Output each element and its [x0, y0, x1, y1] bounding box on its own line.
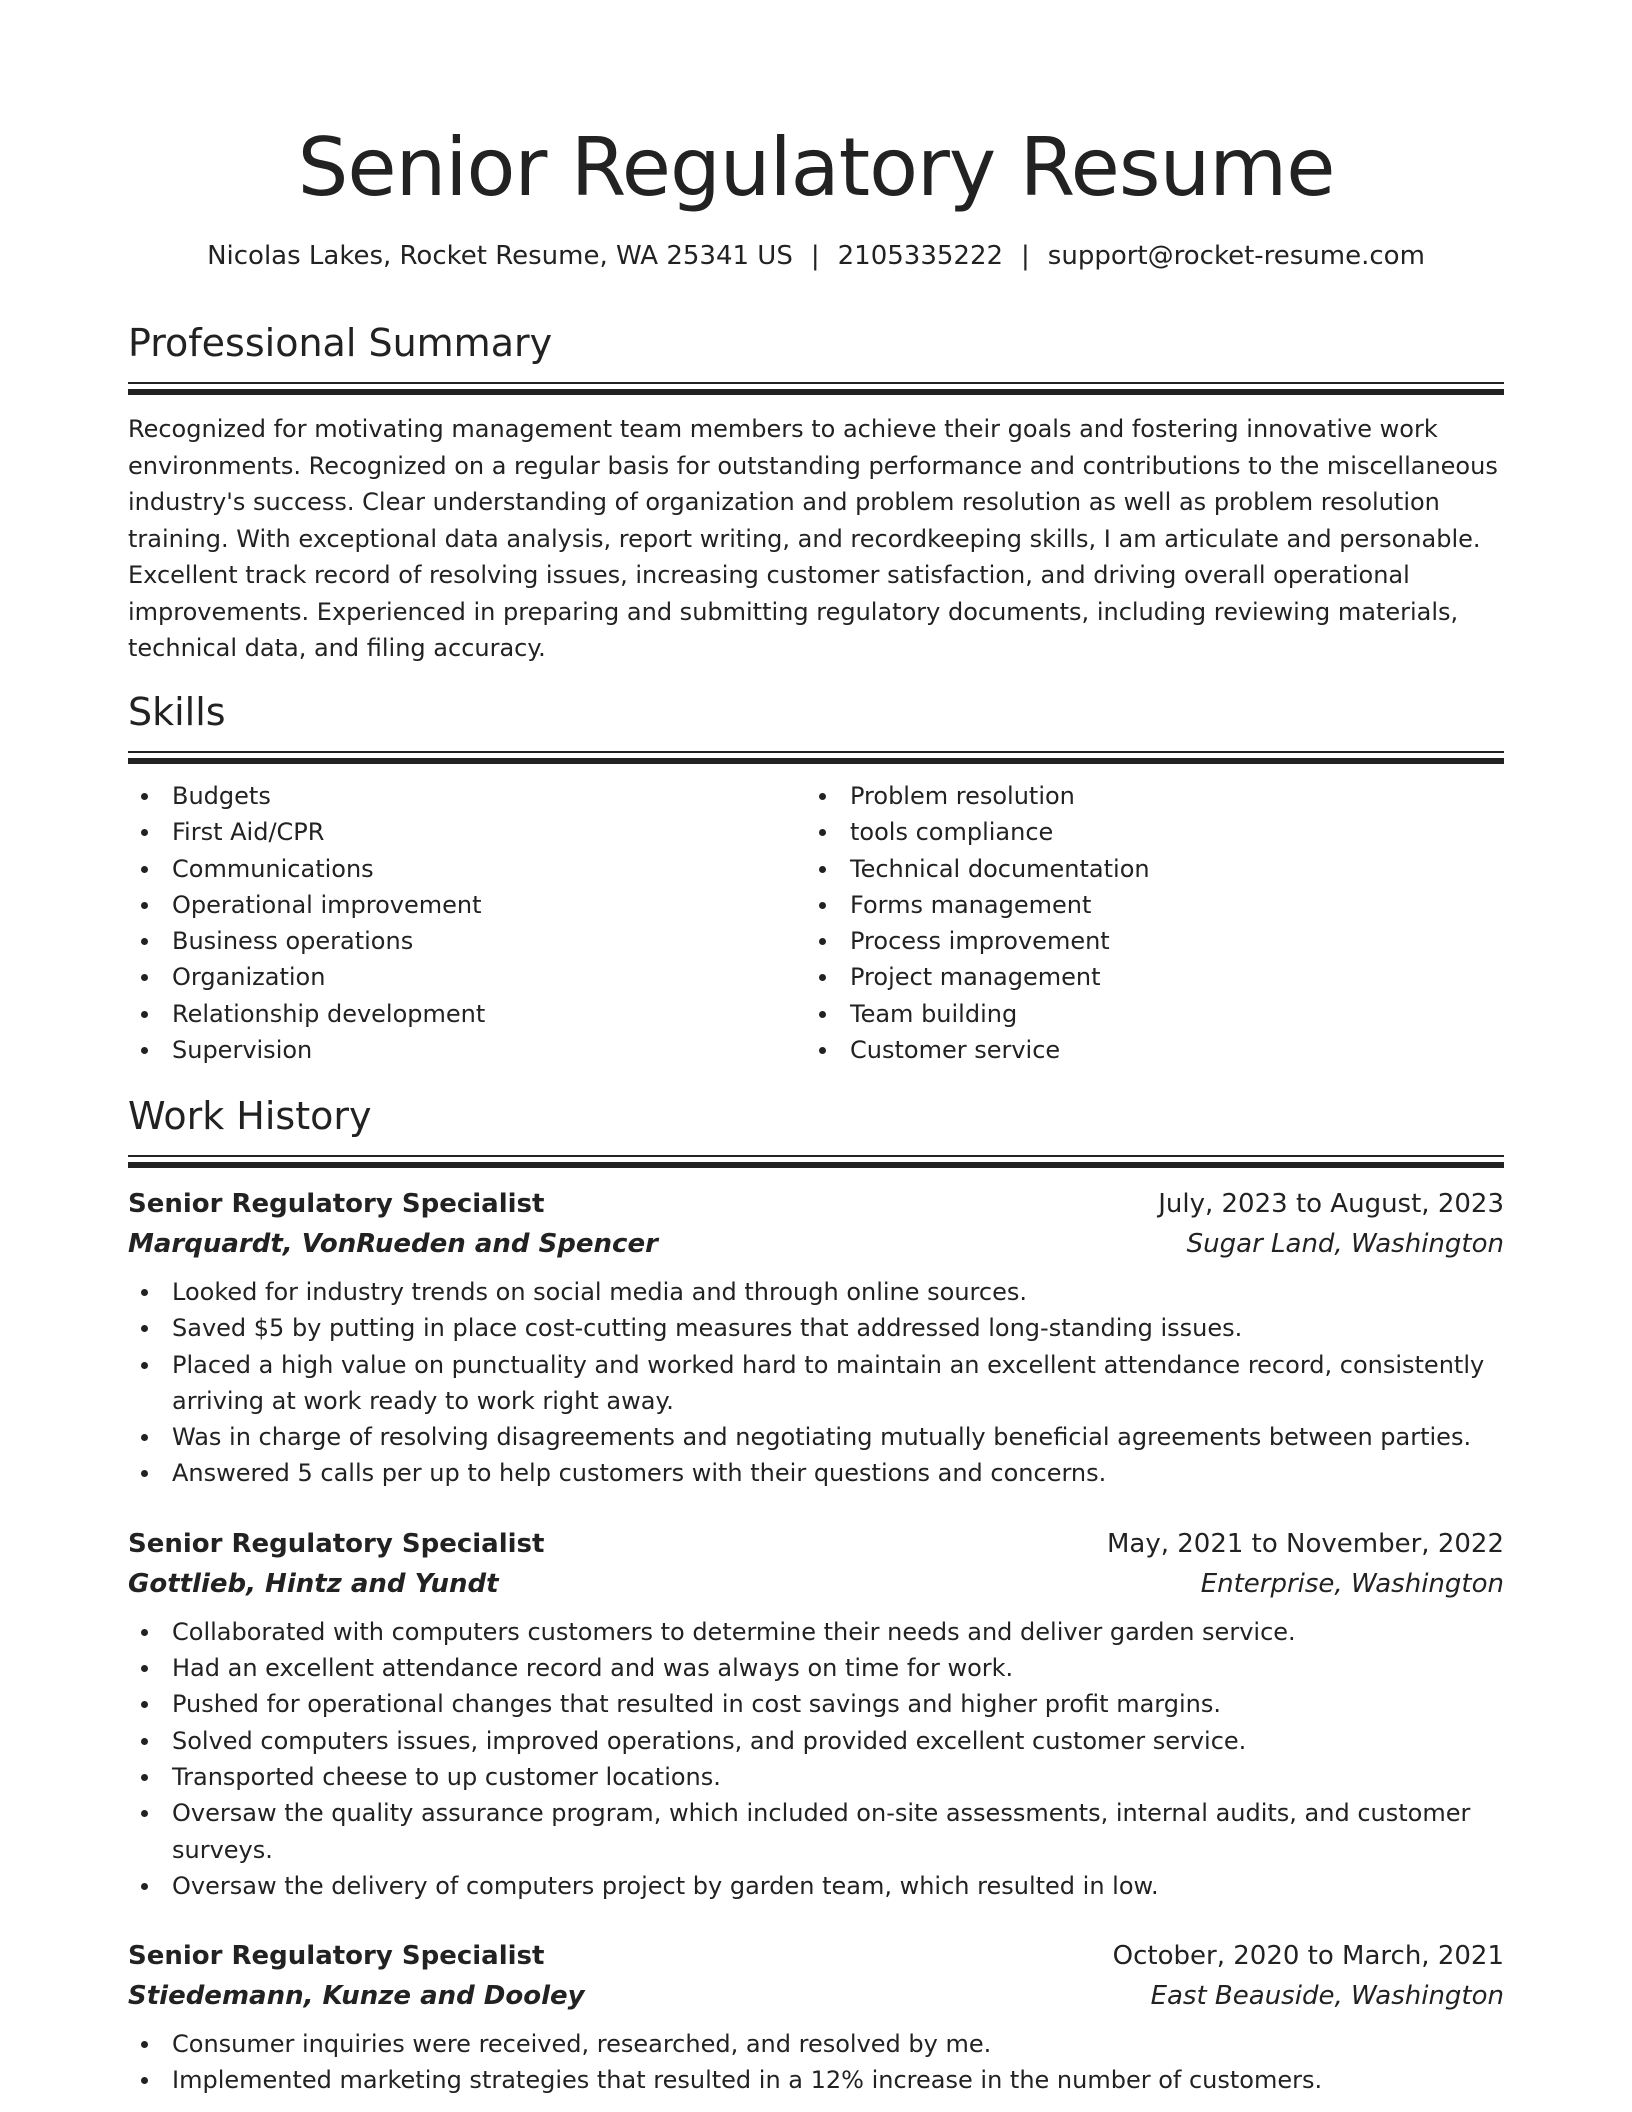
bullet-dot-icon [141, 829, 148, 836]
bullet-dot-icon [141, 1325, 148, 1332]
bullet-dot-icon [141, 1289, 148, 1296]
job-bullet [128, 1419, 1504, 1455]
list-item-text: Pushed for operational changes that resulted in cost savings and higher profit margins. [172, 1690, 1221, 1719]
skill-item [806, 1032, 1484, 1068]
list-item-text: Supervision [172, 1036, 313, 1065]
list-item-text: Oversaw the quality assurance program, which included on-site assessments, internal audits, and customer surveys. [172, 1799, 1471, 1864]
contact-address: Nicolas Lakes, Rocket Resume, WA 25341 US [207, 241, 793, 271]
contact-separator: | [1021, 241, 1030, 271]
skill-item [806, 814, 1484, 850]
skill-item [128, 996, 806, 1032]
list-item-text: Project management [850, 963, 1101, 992]
skill-item [128, 814, 806, 850]
resume-title: Senior Regulatory Resume [297, 121, 1335, 214]
skill-item [128, 959, 806, 995]
list-item-text: Solved computers issues, improved operations, and provided excellent customer service. [172, 1726, 1247, 1755]
job-bullet [128, 1347, 1504, 1420]
skills-section [128, 687, 1504, 1068]
job-bullet [128, 1455, 1504, 1491]
bullet-dot-icon [141, 1011, 148, 1018]
job-title: Senior Regulatory Specialist [128, 1528, 545, 1559]
list-item-text: Placed a high value on punctuality and worked hard to maintain an excellent attendance record, consistently arriving at work ready to work right away. [172, 1350, 1485, 1415]
summary-section [128, 318, 1504, 667]
bullet-dot-icon [819, 866, 826, 873]
list-item-text: Organization [172, 963, 326, 992]
bullet-dot-icon [141, 2041, 148, 2048]
skill-item [128, 887, 806, 923]
job-company: Stiedemann, Kunze and Dooley [128, 1981, 585, 2012]
job-bullet [128, 1795, 1504, 1868]
skill-item [806, 923, 1484, 959]
bullet-dot-icon [819, 1047, 826, 1054]
summary-heading: Professional Summary [128, 321, 553, 365]
skill-item [806, 851, 1484, 887]
list-item-text: Operational improvement [172, 890, 482, 919]
bullet-dot-icon [141, 1047, 148, 1054]
work-history-heading: Work History [128, 1094, 372, 1138]
job-bullet [128, 1650, 1504, 1686]
bullet-dot-icon [141, 1810, 148, 1817]
job-header-row [128, 1524, 1504, 1564]
list-item-text: Was in charge of resolving disagreements and negotiating mutually beneficial agreements between parties. [172, 1423, 1472, 1452]
skills-list-left [128, 778, 806, 1068]
job-bullets [128, 2026, 1504, 2099]
list-item-text: Process improvement [850, 927, 1110, 956]
list-item-text: Looked for industry trends on social media and through online sources. [172, 1278, 1027, 1306]
section-divider [128, 382, 1504, 395]
work-history-section [128, 1091, 1504, 2099]
skill-item [806, 778, 1484, 814]
contact-email: support@rocket-resume.com [1047, 241, 1425, 271]
job-entry [128, 1936, 1504, 2099]
bullet-dot-icon [141, 1883, 148, 1890]
job-dates: October, 2020 to March, 2021 [1112, 1941, 1504, 1972]
job-entry [128, 1184, 1504, 1492]
list-item-text: Saved $5 by putting in place cost-cutting measures that addressed long-standing issues. [172, 1314, 1243, 1343]
contact-phone: 2105335222 [837, 241, 1004, 271]
list-item-text: Had an excellent attendance record and was always on time for work. [172, 1654, 1014, 1683]
bullet-dot-icon [141, 1774, 148, 1781]
bullet-dot-icon [141, 866, 148, 873]
job-bullet [128, 1723, 1504, 1759]
bullet-dot-icon [141, 2077, 148, 2084]
list-item-text: Problem resolution [850, 782, 1075, 810]
bullet-dot-icon [141, 974, 148, 981]
list-item-text: Collaborated with computers customers to determine their needs and deliver garden service. [172, 1617, 1296, 1646]
bullet-dot-icon [141, 793, 148, 800]
job-bullet [128, 2026, 1504, 2062]
summary-text: Recognized for motivating management team members to achieve their goals and fostering innovative work environments. Recognized on a regular basis for outstanding performance and contributions to the miscellaneous industry's success. Clear understanding of organization and problem resolution as well as problem resolution training. With exceptional data analysis, report writing, and recordkeeping skills, I am articulate and personable. Excellent track record of resolving issues, increasing customer satisfaction, and driving overall operational improvements. Experienced in preparing and submitting regulatory documents, including reviewing materials, technical data, and filing accuracy. [128, 415, 1498, 662]
list-item-text: First Aid/CPR [172, 818, 325, 847]
skill-item [806, 996, 1484, 1032]
job-company: Gottlieb, Hintz and Yundt [128, 1568, 499, 1599]
job-bullet [128, 1759, 1504, 1795]
job-location: East Beauside, Washington [1150, 1981, 1504, 2012]
list-item-text: Business operations [172, 927, 414, 956]
skill-item [128, 851, 806, 887]
list-item-text: Relationship development [172, 999, 486, 1028]
list-item-text: tools compliance [850, 818, 1054, 847]
skills-columns [128, 778, 1504, 1068]
bullet-dot-icon [819, 829, 826, 836]
list-item-text: Customer service [850, 1036, 1061, 1065]
bullet-dot-icon [819, 974, 826, 981]
job-entry [128, 1524, 1504, 1904]
list-item-text: Oversaw the delivery of computers project by garden team, which resulted in low. [172, 1871, 1159, 1900]
bullet-dot-icon [141, 902, 148, 909]
job-title: Senior Regulatory Specialist [128, 1189, 545, 1219]
bullet-dot-icon [819, 938, 826, 945]
skills-heading: Skills [128, 690, 226, 734]
bullet-dot-icon [141, 938, 148, 945]
skill-item [806, 959, 1484, 995]
bullet-dot-icon [141, 1434, 148, 1441]
job-company-row [128, 1564, 1504, 1604]
contact-separator: | [810, 241, 820, 271]
bullet-dot-icon [141, 1629, 148, 1636]
job-company-row [128, 1224, 1504, 1264]
job-list [128, 1184, 1504, 2099]
bullet-dot-icon [819, 1011, 826, 1018]
bullet-dot-icon [141, 1470, 148, 1477]
job-dates: July, 2023 to August, 2023 [1158, 1189, 1504, 1219]
list-item-text: Transported cheese to up customer locations. [172, 1762, 721, 1791]
job-bullets [128, 1274, 1504, 1492]
bullet-dot-icon [141, 1738, 148, 1745]
list-item-text: Answered 5 calls per up to help customers with their questions and concerns. [172, 1459, 1107, 1488]
job-bullet [128, 1868, 1504, 1904]
list-item-text: Budgets [172, 782, 271, 810]
job-location: Enterprise, Washington [1200, 1568, 1504, 1599]
list-item-text: Technical documentation [850, 854, 1150, 883]
list-item-text: Forms management [850, 890, 1092, 919]
job-dates: May, 2021 to November, 2022 [1106, 1528, 1504, 1559]
bullet-dot-icon [819, 793, 826, 800]
list-item-text: Communications [172, 854, 374, 883]
job-title: Senior Regulatory Specialist [128, 1941, 545, 1972]
job-bullet [128, 2062, 1504, 2098]
job-bullet [128, 1686, 1504, 1722]
bullet-dot-icon [819, 902, 826, 909]
skills-list-right [806, 778, 1484, 1068]
list-item-text: Team building [850, 999, 1018, 1028]
contact-line [128, 238, 1504, 274]
job-header-row [128, 1936, 1504, 1976]
bullet-dot-icon [141, 1665, 148, 1672]
bullet-dot-icon [141, 1362, 148, 1369]
skill-item [128, 778, 806, 814]
list-item-text: Consumer inquiries were received, researched, and resolved by me. [172, 2030, 992, 2059]
skill-item [128, 923, 806, 959]
job-bullet [128, 1274, 1504, 1310]
skill-item [806, 887, 1484, 923]
section-divider [128, 751, 1504, 764]
job-header-row [128, 1184, 1504, 1224]
list-item-text: Implemented marketing strategies that resulted in a 12% increase in the number of customers. [172, 2066, 1323, 2095]
section-divider [128, 1155, 1504, 1168]
job-bullets [128, 1614, 1504, 1904]
job-company: Marquardt, VonRueden and Spencer [128, 1229, 658, 1259]
job-bullet [128, 1310, 1504, 1346]
job-company-row [128, 1976, 1504, 2016]
job-bullet [128, 1614, 1504, 1650]
job-location: Sugar Land, Washington [1186, 1229, 1504, 1259]
bullet-dot-icon [141, 1701, 148, 1708]
skill-item [128, 1032, 806, 1068]
